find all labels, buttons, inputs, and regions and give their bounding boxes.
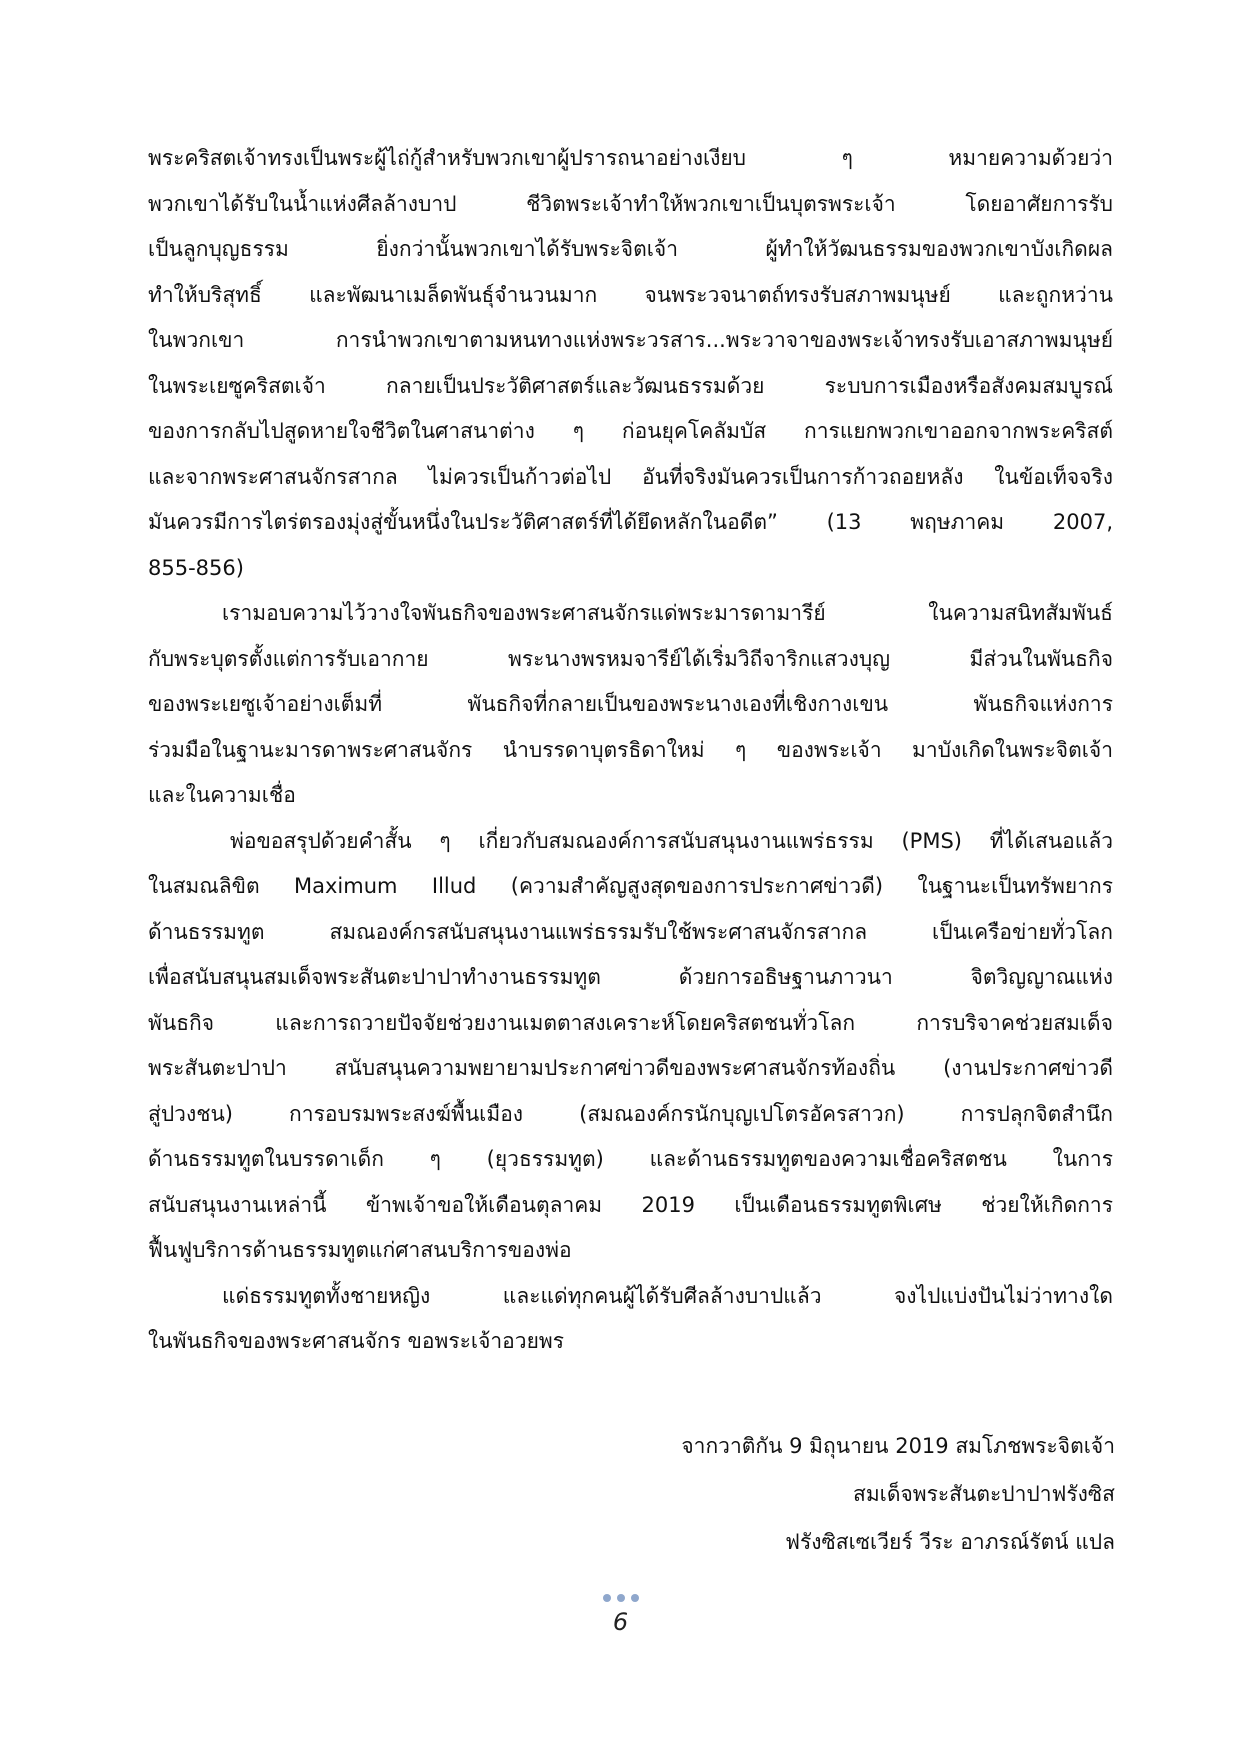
page-footer <box>0 1594 1241 1636</box>
text-line: และในความเชื่อ <box>148 783 296 807</box>
text-line: ด้านธรรมทูตในบรรดาเด็ก ๆ (ยุวธรรมทูต) และด้านธรรมทูตของความเชื่อคริสตชน ในการ <box>148 1147 1113 1171</box>
dot-icon <box>631 1594 639 1602</box>
text-line: ของพระเยซูเจ้าอย่างเต็มที่ พันธกิจที่กลายเป็นของพระนางเองที่เชิงกางเขน พันธกิจแห่งการ <box>148 692 1113 716</box>
signature-date-place: จากวาติกัน 9 มิถุนายน 2019 สมโภชพระจิตเจ้า <box>681 1434 1115 1458</box>
text-line: และจากพระศาสนจักรสากล ไม่ควรเป็นก้าวต่อไป อันที่จริงมันควรเป็นการก้าวถอยหลัง ในข้อเท็จจริง <box>148 464 1113 489</box>
text-line: ทำให้บริสุทธิ์ และพัฒนาเมล็ดพันธุ์จำนวนมาก จนพระวจนาตถ์ทรงรับสภาพมนุษย์ และถูกหว่าน <box>148 282 1113 307</box>
signature-translator: ฟรังซิสเซเวียร์ วีระ อาภรณ์รัตน์ แปล <box>785 1530 1115 1554</box>
text-line: กับพระบุตรตั้งแต่การรับเอากาย พระนางพรหมจารีย์ได้เริ่มวิถีจาริกแสวงบุญ มีส่วนในพันธกิจ <box>148 646 1113 671</box>
text-line: 855-856) <box>148 555 244 580</box>
text-line: พ่อขอสรุปด้วยคำสั้น ๆ เกี่ยวกับสมณองค์การสนับสนุนงานแพร่ธรรม (PMS) ที่ได้เสนอแล้ว <box>230 828 1113 853</box>
text-line: ของการกลับไปสูดหายใจชีวิตในศาสนาต่าง ๆ ก่อนยุคโคลัมบัส การแยกพวกเขาออกจากพระคริสต์ <box>148 419 1113 443</box>
text-line: สู่ปวงชน) การอบรมพระสงฆ์พื้นเมือง (สมณองค์กรนักบุญเปโตรอัครสาวก) การปลุกจิตสำนึก <box>148 1101 1113 1126</box>
page-number: 6 <box>612 1608 629 1636</box>
text-line: พวกเขาได้รับในน้ำแห่งศีลล้างบาป ชีวิตพระเจ้าทำให้พวกเขาเป็นบุตรพระเจ้า โดยอาศัยการรับ <box>148 191 1113 216</box>
paragraph-mary <box>148 591 1113 819</box>
text-line: พันธกิจ และการถวายปัจจัยช่วยงานเมตตาสงเคราะห์โดยคริสตชนทั่วโลก การบริจาคช่วยสมเด็จ <box>148 1010 1113 1035</box>
text-line: ในสมณลิขิต Maximum Illud (ความสำคัญสูงสุดของการประกาศข่าวดี) ในฐานะเป็นทรัพยากร <box>148 874 1113 898</box>
signature-block <box>681 1422 1115 1566</box>
paragraph-quote-continuation <box>148 136 1113 591</box>
paragraph-pms <box>148 819 1113 1274</box>
text-line: ด้านธรรมทูต สมณองค์กรสนับสนุนงานแพร่ธรรมรับใช้พระศาสนจักรสากล เป็นเครือข่ายทั่วโลก <box>148 919 1113 944</box>
text-line: พระสันตะปาปา สนับสนุนความพยายามประกาศข่าวดีของพระศาสนจักรท้องถิ่น (งานประกาศข่าวดี <box>148 1056 1113 1080</box>
dot-icon <box>603 1594 611 1602</box>
text-line: มันควรมีการไตร่ตรองมุ่งสู่ขั้นหนึ่งในประวัติศาสตร์ที่ได้ยึดหลักในอดีต” (13 พฤษภาคม 2007, <box>148 510 1113 534</box>
text-line: สนับสนุนงานเหล่านี้ ข้าพเจ้าขอให้เดือนตุลาคม 2019 เป็นเดือนธรรมทูตพิเศษ ช่วยให้เกิดการ <box>148 1192 1113 1217</box>
dot-icon <box>617 1594 625 1602</box>
text-line: ร่วมมือในฐานะมารดาพระศาสนจักร นำบรรดาบุตรธิดาใหม่ ๆ ของพระเจ้า มาบังเกิดในพระจิตเจ้า <box>148 737 1113 762</box>
text-line: ในพวกเขา การนำพวกเขาตามหนทางแห่งพระวรสาร...พระวาจาของพระเจ้าทรงรับเอาสภาพมนุษย์ <box>148 328 1113 352</box>
text-line: เป็นลูกบุญธรรม ยิ่งกว่านั้นพวกเขาได้รับพระจิตเจ้า ผู้ทำให้วัฒนธรรมของพวกเขาบังเกิดผล <box>148 237 1113 261</box>
document-body <box>148 136 1113 1365</box>
text-line: เพื่อสนับสนุนสมเด็จพระสันตะปาปาทำงานธรรมทูต ด้วยการอธิษฐานภาวนา จิตวิญญาณแห่ง <box>148 965 1113 989</box>
text-line: ในพระเยซูคริสตเจ้า กลายเป็นประวัติศาสตร์และวัฒนธรรมด้วย ระบบการเมืองหรือสังคมสมบูรณ์ <box>148 373 1113 398</box>
text-line: พระคริสตเจ้าทรงเป็นพระผู้ไถ่กู้สำหรับพวกเขาผู้ปรารถนาอย่างเงียบ ๆ หมายความด้วยว่า <box>148 146 1113 170</box>
paragraph-blessing <box>148 1274 1113 1365</box>
signature-author: สมเด็จพระสันตะปาปาฟรังซิส <box>853 1482 1115 1506</box>
text-line: ฟื้นฟูบริการด้านธรรมทูตแก่ศาสนบริการของพ่อ <box>148 1238 572 1262</box>
footer-dots-ornament <box>0 1594 1241 1604</box>
text-line: แด่ธรรมทูตทั้งชายหญิง และแด่ทุกคนผู้ได้รับศีลล้างบาปแล้ว จงไปแบ่งปันไม่ว่าทางใด <box>222 1283 1113 1308</box>
text-line: เรามอบความไว้วางใจพันธกิจของพระศาสนจักรแด่พระมารดามารีย์ ในความสนิทสัมพันธ์ <box>222 601 1113 625</box>
text-line: ในพันธกิจของพระศาสนจักร ขอพระเจ้าอวยพร <box>148 1329 565 1353</box>
